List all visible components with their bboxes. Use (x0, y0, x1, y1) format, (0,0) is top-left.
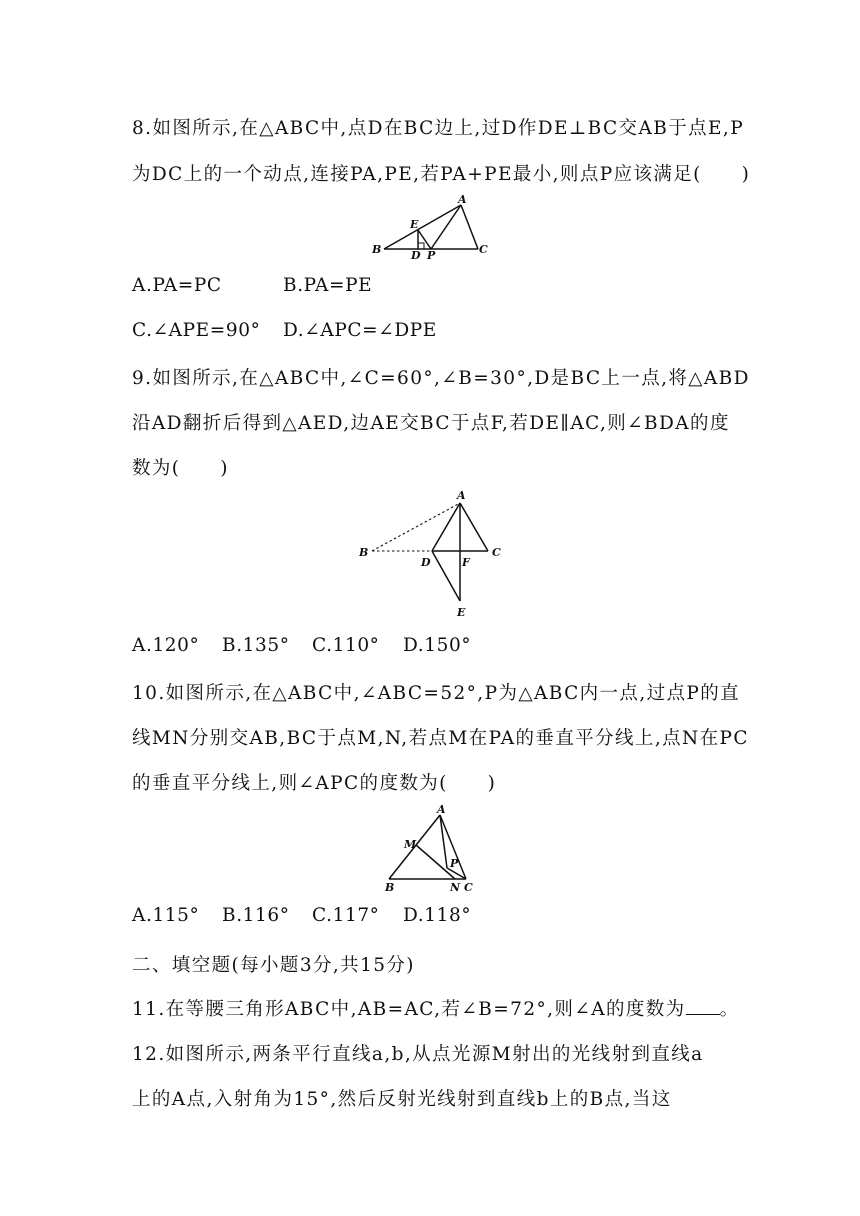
q8-label-a: A (458, 193, 467, 206)
q10-line-1: 10.如图所示,在△ABC中,∠ABC=52°,P为△ABC内一点,过点P的直 (132, 683, 741, 704)
q9-label-a: A (457, 489, 466, 502)
q9-option-a: A.120° (132, 635, 200, 656)
q10-label-c: C (464, 881, 473, 894)
q10-label-m: M (404, 838, 417, 851)
q9-line-3: 数为( ) (132, 458, 229, 479)
q9-option-b: B.135° (222, 635, 290, 656)
q10-label-a: A (437, 803, 446, 816)
q8-label-d: D (411, 249, 421, 262)
q11-end: 。 (719, 999, 740, 1020)
q8-option-b: B.PA=PE (283, 275, 373, 296)
q8-label-b: B (372, 243, 382, 256)
q8-line-1: 8.如图所示,在△ABC中,点D在BC边上,过D作DE⊥BC交AB于点E,P (132, 118, 745, 139)
q10-label-b: B (385, 881, 395, 894)
q10-label-p: P (450, 857, 459, 870)
q8-option-d: D.∠APC=∠DPE (283, 320, 437, 341)
q9-label-d: D (421, 556, 431, 569)
q11-text: 11.在等腰三角形ABC中,AB=AC,若∠B=72°,则∠A的度数为 (132, 999, 686, 1020)
q10-figure (380, 800, 480, 895)
q11-line (132, 995, 739, 1021)
q10-option-b: B.116° (222, 905, 290, 926)
q10-label-n: N (450, 881, 461, 894)
q8-option-a: A.PA=PC (132, 275, 222, 296)
q12-line-2: 上的A点,入射角为15°,然后反射光线射到直线b上的B点,当这 (132, 1089, 672, 1110)
q8-label-c: C (479, 243, 488, 256)
q8-option-c: C.∠APE=90° (132, 320, 261, 341)
q9-figure (355, 485, 505, 620)
q9-label-e: E (457, 606, 466, 619)
q8-label-e: E (410, 218, 419, 231)
q10-line-2: 线MN分别交AB,BC于点M,N,若点M在PA的垂直平分线上,点N在PC (132, 728, 749, 749)
q10-option-a: A.115° (132, 905, 200, 926)
q9-option-c: C.110° (312, 635, 380, 656)
q9-option-d: D.150° (403, 635, 472, 656)
q9-label-c: C (492, 546, 501, 559)
q11-answer-blank[interactable] (686, 1000, 720, 1015)
q8-label-p: P (427, 249, 436, 262)
q10-option-d: D.118° (403, 905, 472, 926)
q10-option-c: C.117° (312, 905, 380, 926)
q10-line-3: 的垂直平分线上,则∠APC的度数为( ) (132, 773, 497, 794)
section-heading: 二、填空题(每小题3分,共15分) (132, 955, 415, 976)
q12-line-1: 12.如图所示,两条平行直线a,b,从点光源M射出的光线射到直线a (132, 1044, 704, 1065)
q9-label-b: B (359, 546, 369, 559)
q9-line-2: 沿AD翻折后得到△AED,边AE交BC于点F,若DE∥AC,则∠BDA的度 (132, 413, 730, 434)
q8-figure (370, 192, 495, 262)
q9-label-f: F (462, 556, 470, 569)
q8-line-2: 为DC上的一个动点,连接PA,PE,若PA+PE最小,则点P应该满足( ) (132, 164, 751, 185)
q9-line-1: 9.如图所示,在△ABC中,∠C=60°,∠B=30°,D是BC上一点,将△ABD (132, 368, 750, 389)
